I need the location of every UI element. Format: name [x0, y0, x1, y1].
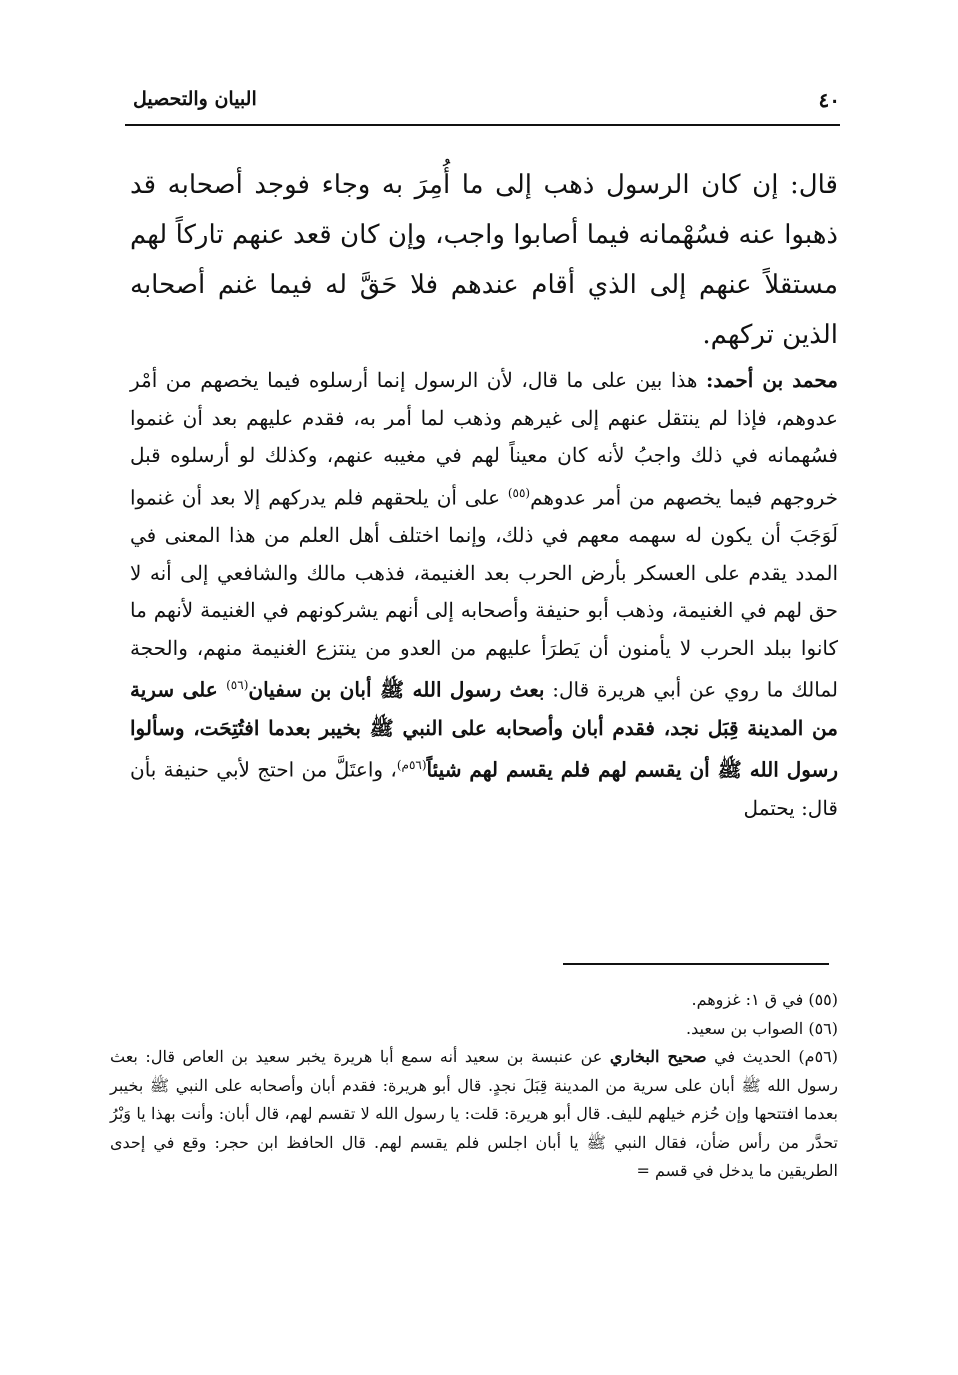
hadith-text-1: بعث رسول الله ﷺ أبان بن سفيان	[248, 678, 545, 703]
commentator-name: محمد بن أحمد:	[705, 368, 838, 392]
footnote-separator	[563, 963, 829, 965]
commentary-text-3: ، واعتَلَّ من احتج لأبي حنيفة بأن قال: يحتمل	[130, 757, 838, 820]
hadith-text-2: على سرية من المدينة قِبَل نجد، فقدم أبان وأصحابه على النبي ﷺ بخيبر بعدما افتُتِحَت، وسألوا رسول الله ﷺ أن يقسم لهم فلم يقسم لهم شيئاً	[130, 678, 838, 782]
commentary-passage	[130, 362, 838, 827]
footnote-56: (٥٦) الصواب بن سعيد.	[686, 1018, 838, 1038]
footnote-ref-56m: (٥٦م)	[396, 758, 427, 773]
footnote-ref-56: (٥٦)	[226, 678, 249, 693]
footnote-ref-55: (٥٥)	[507, 485, 531, 500]
footnotes	[110, 986, 838, 1186]
running-header	[125, 84, 840, 126]
footnote-56m-prefix: (٥٦م) الحديث في	[706, 1047, 838, 1066]
footnote-56m-source: صحيح البخاري	[609, 1047, 707, 1066]
footnote-56m-text: عن عنبسة بن سعيد أنه سمع أبا هريرة يخبر سعيد بن العاص قال: بعث رسول الله ﷺ أبان على سرية من المدينة قِبَلَ نجدٍ. قال أبو هريرة: فقدم أبان وأصحابه على النبي ﷺ بخيبر بعدما افتتحها وإن حُزم خيلهم لليف. قال أبو هريرة: قلت: يا رسول الله لا تقسم لهم، قال أبان: وأنت بهذا يا وَبْرُ تحدَّر من رأس ضأن، فقال النبي ﷺ يا أبان اجلس فلم يقسم لهم. قال الحافظ ابن حجر: وقع في إحدى الطريقين ما يدخل في قسم =	[110, 1047, 839, 1180]
page-number: ٤٠	[818, 88, 840, 112]
commentary-text-1: هذا بين على ما قال، لأن الرسول إنما أرسلوه فيما يخصهم من أمْر عدوهم، فإذا لم ينتقل عنهم إلى غيرهم وذهب لما أمر به، فقدم عليهم بعد أن غنموا فسُهمانه في ذلك واجبُ لأنه كان معيناً لهم في مغيبه عنهم، وكذلك لو أرسلوه قبل خروجهم فيما يخصهم من أمر عدوهم	[130, 368, 839, 510]
commentary-text-2: على أن يلحقهم فلم يدركهم إلا بعد أن غنموا لَوَجَبَ أن يكون له سهمه معهم في ذلك، وإنما اختلف أهل العلم من هذا المعنى في المدد يقدم على العسكر بأرض الحرب بعد الغنيمة، فذهب مالك والشافعي إلى أنه لا حق لهم في الغنيمة، وذهب أبو حنيفة وأصحابه إلى أنهم يشركونهم في الغنيمة لأنهم ما كانوا ببلد الحرب لا يأمنون أن يَطرَأ عليهم من العدو من ينتزع الغنيمة منهم، والحجة لمالك ما روي عن أبي هريرة قال:	[130, 485, 839, 703]
footnote-55: (٥٥) في ق ١: غزوهم.	[691, 990, 838, 1009]
main-passage-large	[130, 160, 838, 360]
commentary-paragraph	[130, 362, 838, 827]
book-title: البيان والتحصيل	[133, 88, 257, 110]
quoted-ruling: قال: إن كان الرسول ذهب إلى ما أُمِرَ به وجاء فوجد أصحابه قد ذهبوا عنه فسُهْمانه فيما أصابوا واجب، وإن كان قعد عنهم تاركاً لهم مستقلاً عنهم إلى الذي أقام عندهم فلا حَقَّ له فيما غنم أصحابه الذين تركهم.	[130, 170, 838, 350]
footnote-56m	[110, 1043, 838, 1186]
